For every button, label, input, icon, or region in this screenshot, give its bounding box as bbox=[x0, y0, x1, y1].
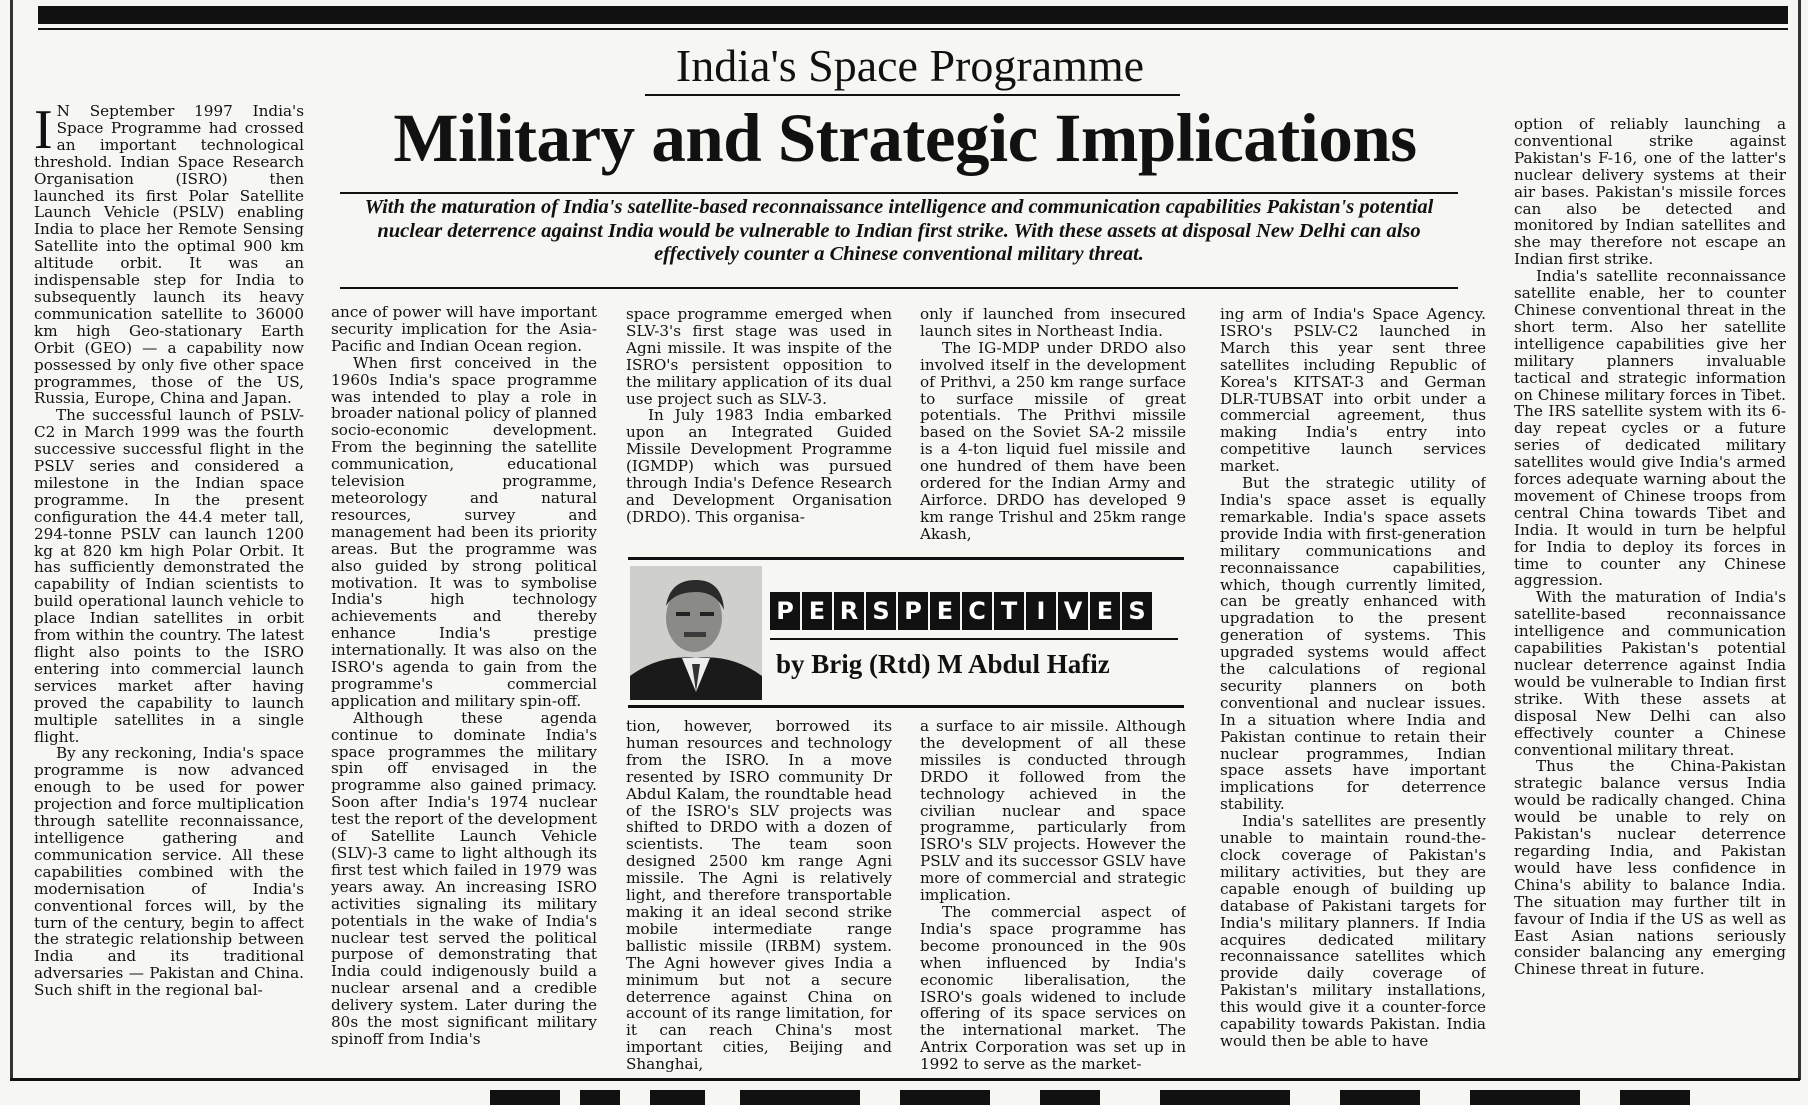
paragraph: The successful launch of PSLV-C2 in March 1999 was the fourth successive successful flight in the PSLV series and considered a milestone in the Indian space programme. In the present configuration the 44.4 meter tall, 294-tonne PSLV can launch 1200 kg at 820 km high Polar Orbit. It has sufficiently demonstrated the capability of Indian scientists to build operational launch vehicle to place Indian satellites in orbit from within the country. The latest flight also points to the ISRO entering into commercial launch services market after having proved the capability to launch multiple satellites in a single flight. bbox=[34, 406, 304, 746]
paragraph: a surface to air missile. Although the development of all these missiles is conducted through DRDO it followed from the technology achieved in the civilian nuclear and space programme, particularly from ISRO's SLV projects. However the PSLV and its successor GSLV have more of commercial and strategic implication. bbox=[920, 718, 1186, 905]
masthead-rule bbox=[38, 28, 1788, 30]
paragraph: India's satellites are presently unable to maintain round-the-clock coverage of Pakistan's military activities, but they are capable enough of building up database of Pakistani targets for India's military planners. If India acquires dedicated military reconnaissance satellites which provide daily coverage of Pakistan's military installations, this would give it a counter-force capability towards Pakistan. India would then be able to have bbox=[1220, 812, 1486, 1050]
perspectives-letter: R bbox=[834, 592, 864, 630]
section-kicker: India's Space Programme bbox=[675, 40, 1145, 91]
paragraph: Although these agenda continue to dominate India's space programmes the military spin off envisaged in the programme also gained primacy. Soon after India's 1974 nuclear test the report of the development of Satellite Launch Vehicle (SLV)-3 came to light although its first test which failed in 1979 was years away. An increasing ISRO activities signaling its military potentials in the wake of India's nuclear test served the political purpose of demonstrating that India could indigenously build a nuclear arsenal and a credible delivery system. Later during the 80s the most significant military spinoff from India's bbox=[331, 708, 597, 1048]
article-column-3-top bbox=[626, 306, 892, 554]
page-bottom-rule bbox=[10, 1078, 1800, 1081]
perspectives-divider bbox=[770, 638, 1178, 640]
author-portrait-image bbox=[630, 566, 762, 700]
perspectives-letter: E bbox=[930, 592, 960, 630]
deck-rule-bottom bbox=[340, 287, 1458, 289]
article-column-4-bottom bbox=[920, 718, 1186, 1078]
next-article-headline-fragment bbox=[480, 1090, 1740, 1105]
paragraph: The commercial aspect of India's space programme has become pronounced in the 90s when influenced by India's economic liberalisation, the ISRO's goals widened to include offering of its space services on the international market. The Antrix Corporation was set up in 1992 to serve as the market- bbox=[920, 902, 1186, 1074]
paragraph: ance of power will have important security implication for the Asia-Pacific and Indian Ocean region. bbox=[331, 304, 597, 355]
masthead-bar bbox=[38, 6, 1788, 24]
paragraph: tion, however, borrowed its human resources and technology from the ISRO. In a move resented by ISRO community Dr Abdul Kalam, the roundtable head of the ISRO's SLV projects was shifted to DRDO with a dozen of scientists. The team soon designed 2500 km range Agni missile. The Agni is relatively light, and therefore transportable making it an ideal second strike mobile intermediate range ballistic missile (IRBM) system. The Agni however gives India a minimum but not a secure deterrence against China on account of its range limitation, for it can reach China's most important cities, Beijing and Shanghai, bbox=[626, 718, 892, 1074]
perspectives-logo bbox=[770, 592, 1152, 632]
paragraph: By any reckoning, India's space programme is now advanced enough to be used for power projection and force multiplication through satellite reconnaissance, intelligence gathering and communication service. All these capabilities combined with the modernisation of India's conventional forces will, by the turn of the century, begin to affect the strategic relationship between India and its traditional adversaries — Pakistan and China. Such shift in the regional bal- bbox=[34, 744, 304, 1000]
article-column-5 bbox=[1220, 306, 1486, 1078]
paragraph: option of reliably launching a conventional strike against Pakistan's F-16, one of the latter's nuclear delivery systems at their air bases. Pakistan's missile forces can also be detected and monitored by Indian satellites and she may therefore not escape an Indian first strike. bbox=[1514, 116, 1786, 269]
perspectives-letter: I bbox=[1026, 592, 1056, 630]
perspectives-rule-bottom bbox=[628, 705, 1184, 708]
paragraph: With the maturation of India's satellite-based reconnaissance intelligence and communication capabilities Pakistan's potential nuclear deterrence against India would be vulnerable to Indian first strike. With these assets at disposal New Delhi can also effectively counter a Chinese conventional military threat. bbox=[1514, 588, 1786, 759]
deck-rule-top bbox=[340, 192, 1458, 194]
paragraph: In July 1983 India embarked upon an Integrated Guided Missile Development Programme (IGMDP) which was pursued through India's Defence Research and Development Organisation (DRDO). This organisa- bbox=[626, 406, 892, 526]
author-byline: by Brig (Rtd) M Abdul Hafiz bbox=[776, 649, 1110, 679]
paragraph: I N September 1997 India's Space Programme had crossed an important technological threshold. Indian Space Research Organisation (ISRO) then launched its first Polar Satellite Launch Vehicle (PSLV) enabling India to place her Remote Sensing Satellite into the optimal 900 km altitude orbit. It was an indispensable step for India to subsequently launch its heavy communication satellite to 36000 km high Geo-stationary Earth Orbit (GEO) — a capability now possessed by only five other space programmes, those of the US, Russia, Europe, China and Japan. bbox=[34, 103, 304, 408]
perspectives-rule-top bbox=[628, 557, 1184, 560]
paragraph: India's satellite reconnaissance satellite enable, her to counter Chinese conventional threat in the short term. Also her satellite intelligence capabilities give her military planners invaluable tactical and strategic information on Chinese military forces in Tibet. The IRS satellite system with its 6-day repeat cycles or a future series of dedicated military satellites would give India's armed forces adequate warning about the movement of Chinese troops from central China towards Tibet and India. It would in turn be helpful for India to deploy its forces in time to counter any Chinese aggression. bbox=[1514, 267, 1786, 590]
perspectives-letter: E bbox=[1090, 592, 1120, 630]
article-column-6 bbox=[1514, 116, 1786, 1078]
perspectives-letter: P bbox=[898, 592, 928, 630]
perspectives-letter: V bbox=[1058, 592, 1088, 630]
perspectives-letter: C bbox=[962, 592, 992, 630]
perspectives-letter: S bbox=[866, 592, 896, 630]
left-column-rule bbox=[10, 0, 13, 1080]
paragraph: When first conceived in the 1960s India's space programme was intended to play a role in broader national policy of planned socio-economic development. From the beginning the satellite communication, educational television programme, meteorology and natural resources, survey and management had been its priority areas. But the programme was also guided by strong political motivation. It was to symbolise India's high technology achievements and thereby enhance India's prestige internationally. It was also on the ISRO's agenda to gain from the programme's commercial application and military spin-off. bbox=[331, 353, 597, 710]
article-column-1 bbox=[34, 103, 304, 1065]
article-column-4-top bbox=[920, 306, 1186, 548]
right-column-rule bbox=[1798, 0, 1801, 1080]
paragraph: only if launched from insecured launch sites in Northeast India. bbox=[920, 306, 1186, 340]
drop-cap: I bbox=[34, 103, 53, 161]
article-column-2 bbox=[331, 304, 597, 1071]
paragraph: The IG-MDP under DRDO also involved itself in the development of Prithvi, a 250 km range surface to surface missile of great potentials. The Prithvi missile based on the Soviet SA-2 missile is a 4-ton liquid fuel missile and one hundred of them have been ordered for the Indian Army and Airforce. DRDO has developed 9 km range Trishul and 25km range Akash, bbox=[920, 338, 1186, 543]
deck-summary: With the maturation of India's satellite-based reconnaissance intelligence and communication capabilities Pakistan's potential nuclear deterrence against India would be vulnerable to Indian first strike. With these assets at disposal New Delhi can also effectively counter a Chinese conventional military threat. bbox=[364, 196, 1434, 265]
author-photo bbox=[630, 566, 762, 700]
paragraph: space programme emerged when SLV-3's first stage was used in Agni missile. It was inspite of the ISRO's persistent opposition to the military application of its dual use project such as SLV-3. bbox=[626, 306, 892, 408]
headline: Military and Strategic Implications bbox=[393, 100, 1417, 176]
perspectives-letter: T bbox=[994, 592, 1024, 630]
article-column-3-bottom bbox=[626, 718, 892, 1078]
perspectives-letter: E bbox=[802, 592, 832, 630]
paragraph: Thus the China-Pakistan strategic balance versus India would be radically changed. China would be unable to rely on Pakistan's nuclear deterrence regarding India, and Pakistan would have less confidence in China's ability to balance India. The situation may further tilt in favour of India if the US as well as East Asian nations seriously consider balancing any emerging Chinese threat in future. bbox=[1514, 757, 1786, 979]
perspectives-letter: P bbox=[770, 592, 800, 630]
paragraph: But the strategic utility of India's space asset is equally remarkable. India's space assets provide India with first-generation military communications and reconnaissance capabilities, which, though currently limited, can be greatly enhanced with upgradation to the present generation of systems. This upgraded systems would affect the calculations of regional security planners on both conventional and nuclear issues. In a situation where India and Pakistan continue to retain their nuclear programmes, Indian space assets have important implications for deterrence stability. bbox=[1220, 474, 1486, 814]
perspectives-letter: S bbox=[1122, 592, 1152, 630]
paragraph: ing arm of India's Space Agency. ISRO's PSLV-C2 launched in March this year sent three satellites including Republic of Korea's KITSAT-3 and German DLR-TUBSAT into orbit under a commercial agreement, thus making India's entry into competitive launch services market. bbox=[1220, 306, 1486, 476]
